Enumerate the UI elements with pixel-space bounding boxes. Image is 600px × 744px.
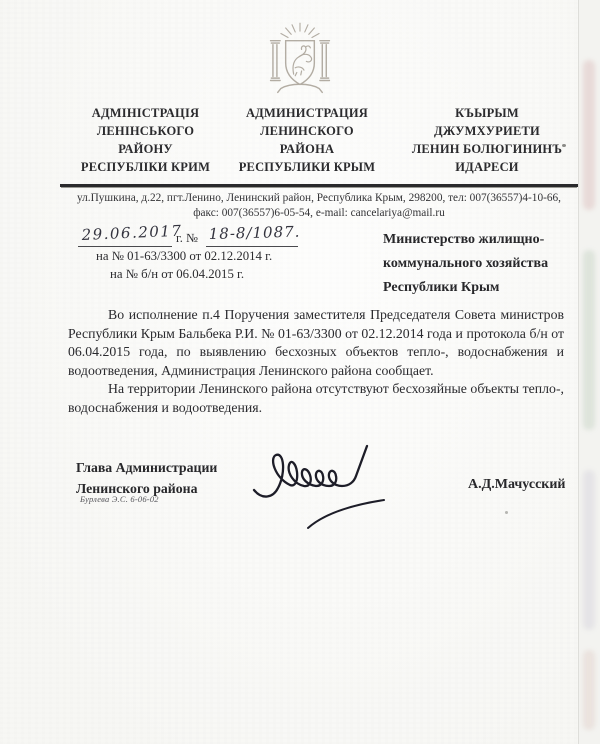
contact-address-line-1: ул.Пушкина, д.22, пгт.Ленино, Ленинский район, Республика Крым, 298200, тел: 007(36557)4-10-66, [77, 192, 561, 204]
signer-title-line: Ленинского района [76, 481, 198, 496]
org-uk-line: РЕСПУБЛІКИ КРИМ [80, 160, 211, 174]
header-divider [60, 184, 578, 187]
org-ct-line: КЪЫРЫМ [455, 106, 519, 120]
bleed-through-mark [583, 250, 595, 430]
org-ru-line: АДМИНИСТРАЦИЯ [245, 106, 369, 120]
letter-body [68, 306, 564, 418]
org-ct-line: ИДАРЕСИ [455, 160, 519, 174]
org-name-russian [233, 104, 381, 176]
contact-address-line-2: факс: 007(36557)6-05-54, e-mail: cancelariya@mail.ru [193, 206, 445, 219]
handwritten-date: 29.06.2017 [81, 221, 183, 244]
addressee-block [383, 228, 578, 300]
contact-address [58, 191, 580, 220]
org-name-crimean-tatar [396, 104, 578, 176]
body-paragraph-2: На территории Ленинского района отсутствуют бесхозяйные объекты тепло-, водоснабжения и водоотведения. [68, 381, 564, 415]
bleed-through-mark [583, 60, 595, 210]
org-uk-line: ЛЕНІНСЬКОГО [96, 124, 195, 138]
org-ru-line: ЛЕНИНСКОГО [260, 124, 354, 138]
addressee-line: Республики Крым [383, 280, 500, 295]
scan-speck [562, 144, 566, 147]
addressee-line: Министерство жилищно- [383, 232, 545, 247]
scan-edge-artifact [578, 0, 600, 744]
handwritten-number: 18-8/1087. [208, 222, 301, 243]
bleed-through-mark [583, 650, 595, 730]
org-ru-line: РАЙОНА [279, 142, 335, 156]
org-uk-line: АДМІНІСТРАЦІЯ [91, 106, 200, 120]
signature-autograph [246, 438, 436, 538]
reply-reference-2: на № б/н от 06.04.2015 г. [110, 267, 245, 281]
org-ct-line: ДЖУМХУРИЕТИ [434, 124, 540, 138]
date-underline [78, 245, 172, 247]
scan-speck [505, 511, 508, 514]
bleed-through-mark [583, 470, 595, 630]
org-name-ukrainian [68, 104, 223, 176]
org-ct-line: ЛЕНИН БОЛЮГИНИНЪ [411, 142, 563, 156]
addressee-line: коммунального хозяйства [383, 256, 549, 271]
org-uk-line: РАЙОНУ [118, 142, 173, 156]
body-paragraph-1: Во исполнение п.4 Поручения заместителя Председателя Совета министров Республики Крым Бальбека Р.И. № 01-63/3300 от 02.12.2014 года и протокола б/н от 06.04.2015 года, по выявлению бесхозных объектов тепло-, водоснабжения и водоотведения, Администрация Ленинского района сообщает. [68, 307, 564, 378]
executor-note: Бурлева Э.С. 6-06-02 [80, 494, 159, 504]
signer-name: А.Д.Мачусский [468, 477, 566, 492]
crimea-coat-of-arms-icon [260, 20, 340, 98]
number-underline [206, 245, 298, 247]
reply-reference-1: на № 01-63/3300 от 02.12.2014 г. [96, 249, 273, 263]
signer-title [76, 457, 217, 499]
org-ru-line: РЕСПУБЛИКИ КРЫМ [238, 160, 376, 174]
ref-number-label: г. № [176, 231, 198, 245]
signer-title-line: Глава Администрации [76, 460, 218, 475]
